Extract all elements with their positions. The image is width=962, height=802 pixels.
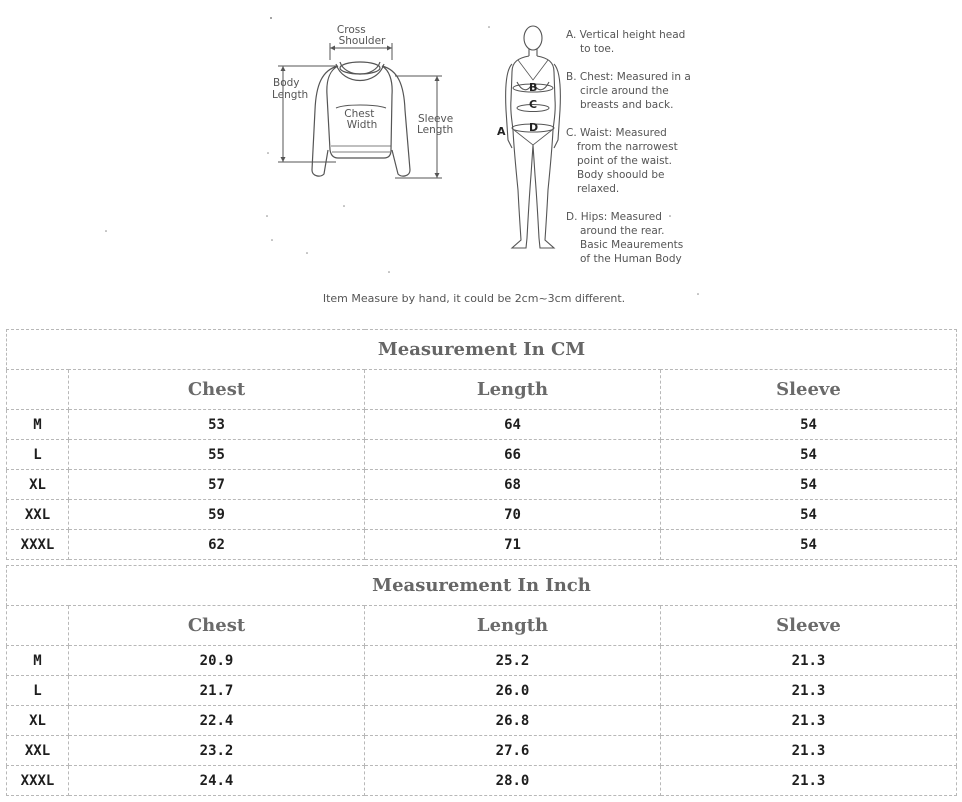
- note-a: [566, 29, 689, 55]
- marker-b: B: [529, 81, 538, 94]
- inch-header-sleeve: Sleeve: [661, 606, 957, 646]
- table-row: [7, 646, 957, 676]
- length-cell: 71: [365, 530, 661, 560]
- size-cell: XL: [7, 470, 69, 500]
- inch-header-row: [7, 606, 957, 646]
- sleeve-cell: 21.3: [661, 706, 957, 736]
- inch-header-length: Length: [365, 606, 661, 646]
- table-row: [7, 706, 957, 736]
- cross-shoulder-line-1: Cross: [336, 24, 366, 36]
- note-b: [566, 71, 694, 111]
- cross-shoulder-line-2: Shoulder: [338, 35, 386, 47]
- table-row: [7, 440, 957, 470]
- note-d-line-2: around the rear.: [580, 225, 665, 237]
- length-cell: 28.0: [365, 766, 661, 796]
- sleeve-length-line-1: Sleeve: [418, 113, 454, 125]
- measure-disclaimer: Item Measure by hand, it could be 2cm~3cm different.: [322, 292, 626, 305]
- size-cell: XXL: [7, 500, 69, 530]
- sleeve-cell: 54: [661, 500, 957, 530]
- sleeve-cell: 21.3: [661, 646, 957, 676]
- chest-cell: 20.9: [69, 646, 365, 676]
- sleeve-length-line-2: Length: [417, 124, 454, 136]
- table-row: [7, 410, 957, 440]
- body-length-line-1: Body: [273, 77, 300, 89]
- table-row: [7, 676, 957, 706]
- length-cell: 64: [365, 410, 661, 440]
- sleeve-length-label: [417, 113, 457, 136]
- chest-cell: 59: [69, 500, 365, 530]
- table-row: [7, 470, 957, 500]
- cm-header-sleeve: Sleeve: [661, 370, 957, 410]
- size-cell: M: [7, 410, 69, 440]
- note-b-line-3: breasts and back.: [580, 99, 674, 111]
- length-cell: 26.8: [365, 706, 661, 736]
- note-c: [566, 127, 681, 195]
- sleeve-cell: 54: [661, 470, 957, 500]
- note-b-line-1: B. Chest: Measured in a: [566, 71, 691, 83]
- note-d-line-1: D. Hips: Measured: [566, 211, 662, 223]
- note-a-line-2: to toe.: [580, 43, 615, 55]
- sleeve-cell: 54: [661, 440, 957, 470]
- length-cell: 26.0: [365, 676, 661, 706]
- size-cell: L: [7, 440, 69, 470]
- chest-cell: 21.7: [69, 676, 365, 706]
- measurement-diagram: [0, 0, 962, 320]
- note-d-line-3: Basic Meaurements: [580, 239, 684, 251]
- sleeve-cell: 21.3: [661, 676, 957, 706]
- table-row: [7, 530, 957, 560]
- note-c-line-1: C. Waist: Measured: [566, 127, 667, 139]
- cm-header-length: Length: [365, 370, 661, 410]
- inch-measurement-table: [6, 565, 957, 796]
- size-cell: XL: [7, 706, 69, 736]
- note-d-line-4: of the Human Body: [580, 253, 682, 265]
- note-c-line-3: point of the waist.: [577, 155, 673, 167]
- cm-table-title: Measurement In CM: [7, 330, 957, 370]
- inch-header-size: [7, 606, 69, 646]
- chest-cell: 22.4: [69, 706, 365, 736]
- note-a-line-1: A. Vertical height head: [566, 29, 686, 41]
- note-c-line-5: relaxed.: [577, 183, 620, 195]
- length-cell: 66: [365, 440, 661, 470]
- length-cell: 25.2: [365, 646, 661, 676]
- marker-d: D: [529, 121, 539, 134]
- length-cell: 27.6: [365, 736, 661, 766]
- chest-width-line-2: Width: [346, 119, 378, 131]
- body-length-line-2: Length: [272, 89, 309, 101]
- sleeve-cell: 21.3: [661, 736, 957, 766]
- note-b-line-2: circle around the: [580, 85, 669, 97]
- table-row: [7, 736, 957, 766]
- chest-cell: 24.4: [69, 766, 365, 796]
- length-cell: 68: [365, 470, 661, 500]
- cm-header-row: [7, 370, 957, 410]
- chest-width-label: [344, 108, 377, 131]
- chest-cell: 55: [69, 440, 365, 470]
- table-row: [7, 766, 957, 796]
- marker-c: C: [529, 98, 538, 111]
- sleeve-cell: 54: [661, 410, 957, 440]
- size-cell: M: [7, 646, 69, 676]
- cm-header-size: [7, 370, 69, 410]
- size-cell: XXXL: [7, 766, 69, 796]
- chest-cell: 23.2: [69, 736, 365, 766]
- chest-cell: 62: [69, 530, 365, 560]
- chest-cell: 53: [69, 410, 365, 440]
- inch-header-chest: Chest: [69, 606, 365, 646]
- marker-a: A: [497, 125, 506, 138]
- sleeve-cell: 21.3: [661, 766, 957, 796]
- body-length-label: [272, 77, 308, 101]
- note-c-line-4: Body shoould be: [577, 169, 665, 181]
- chest-width-line-1: Chest: [344, 108, 375, 120]
- human-figure-illustration: [506, 26, 561, 248]
- table-row: [7, 500, 957, 530]
- chest-cell: 57: [69, 470, 365, 500]
- size-cell: XXXL: [7, 530, 69, 560]
- size-cell: XXL: [7, 736, 69, 766]
- length-cell: 70: [365, 500, 661, 530]
- cm-header-chest: Chest: [69, 370, 365, 410]
- note-c-line-2: from the narrowest: [577, 141, 678, 153]
- cross-shoulder-label: [337, 24, 386, 47]
- inch-table-title: Measurement In Inch: [7, 566, 957, 606]
- sleeve-cell: 54: [661, 530, 957, 560]
- cm-measurement-table: [6, 329, 957, 560]
- size-cell: L: [7, 676, 69, 706]
- note-d: [566, 211, 687, 265]
